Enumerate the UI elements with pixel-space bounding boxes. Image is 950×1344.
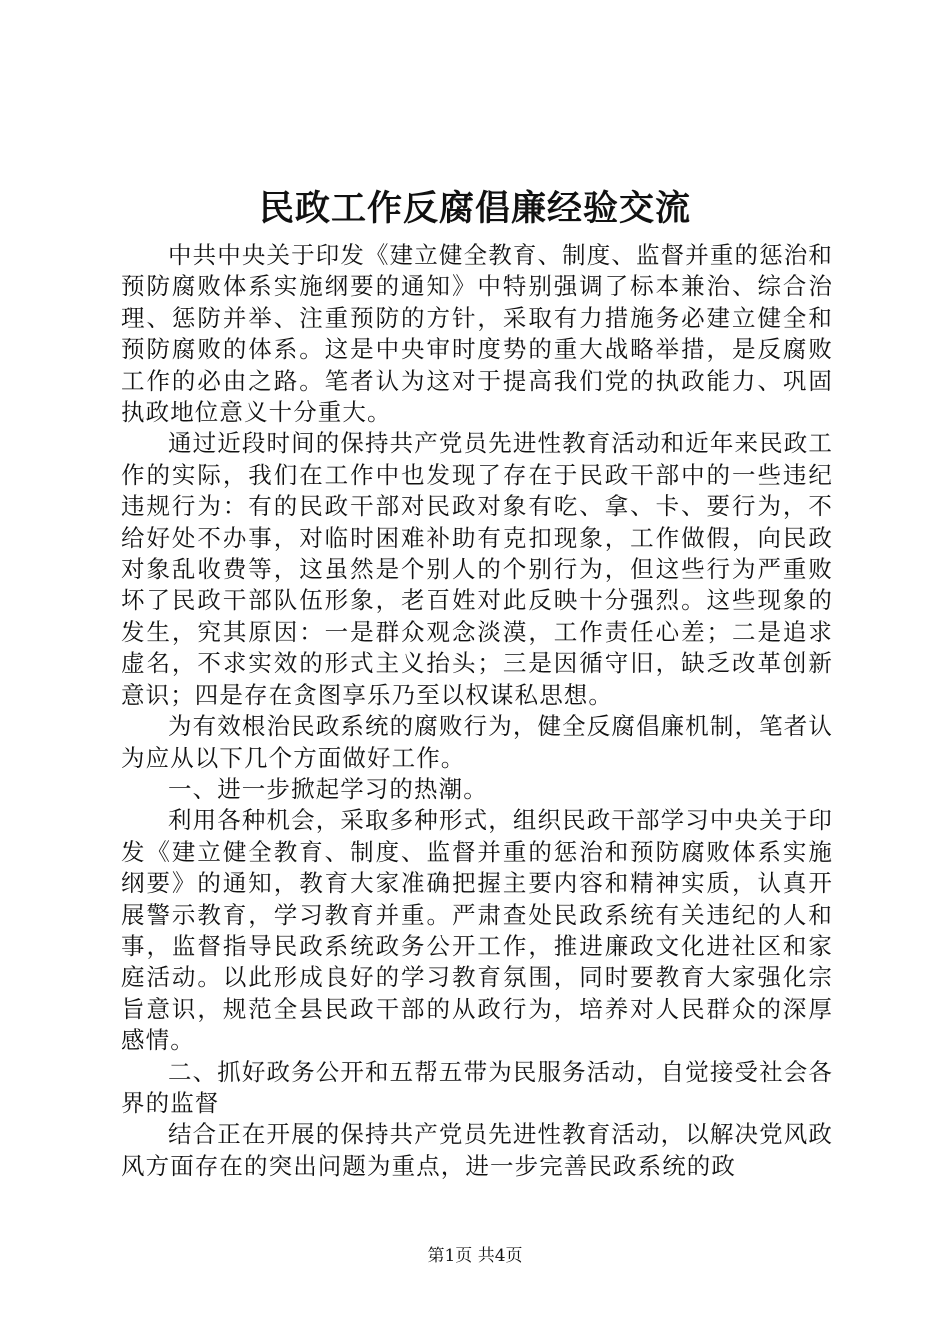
- paragraph-approach: 为有效根治民政系统的腐败行为，健全反腐倡廉机制，笔者认为应从以下几个方面做好工作。: [121, 712, 833, 772]
- page-number-footer: 第1页 共4页: [427, 1246, 523, 1266]
- paragraph-study: 利用各种机会，采取多种形式，组织民政干部学习中央关于印发《建立健全教育、制度、监督并重的惩治和预防腐败体系实施纲要》的通知，教育大家准确把握主要内容和精神实质，认真开展警示教育，学习教育并重。严肃查处民政系统有关违纪的人和事，监督指导民政系统政务公开工作，推进廉政文化进社区和家庭活动。以此形成良好的学习教育氛围，同时要教育大家强化宗旨意识，规范全县民政干部的从政行为，培养对人民群众的深厚感情。: [121, 806, 833, 1055]
- document-body: [121, 240, 833, 1182]
- document-title: 民政工作反腐倡廉经验交流: [258, 188, 691, 229]
- section-heading-one: 一、进一步掀起学习的热潮。: [168, 774, 488, 803]
- paragraph-disclosure: 结合正在开展的保持共产党员先进性教育活动，以解决党风政风方面存在的突出问题为重点，进一步完善民政系统的政: [121, 1120, 833, 1180]
- section-heading-two: 二、抓好政务公开和五帮五带为民服务活动，自觉接受社会各界的监督: [121, 1057, 833, 1117]
- paragraph-problems: 通过近段时间的保持共产党员先进性教育活动和近年来民政工作的实际，我们在工作中也发现了存在于民政干部中的一些违纪违规行为：有的民政干部对民政对象有吃、拿、卡、要行为，不给好处不办事，对临时困难补助有克扣现象，工作做假，向民政对象乱收费等，这虽然是个别人的个别行为，但这些行为严重败坏了民政干部队伍形象，老百姓对此反映十分强烈。这些现象的发生，究其原因：一是群众观念淡漠，工作责任心差；二是追求虚名，不求实效的形式主义抬头；三是因循守旧，缺乏改革创新意识；四是存在贪图享乐乃至以权谋私思想。: [121, 429, 833, 709]
- paragraph-intro: 中共中央关于印发《建立健全教育、制度、监督并重的惩治和预防腐败体系实施纲要的通知》中特别强调了标本兼治、综合治理、惩防并举、注重预防的方针，采取有力措施务必建立健全和预防腐败的体系。这是中央审时度势的重大战略举措，是反腐败工作的必由之路。笔者认为这对于提高我们党的执政能力、巩固执政地位意义十分重大。: [121, 241, 833, 427]
